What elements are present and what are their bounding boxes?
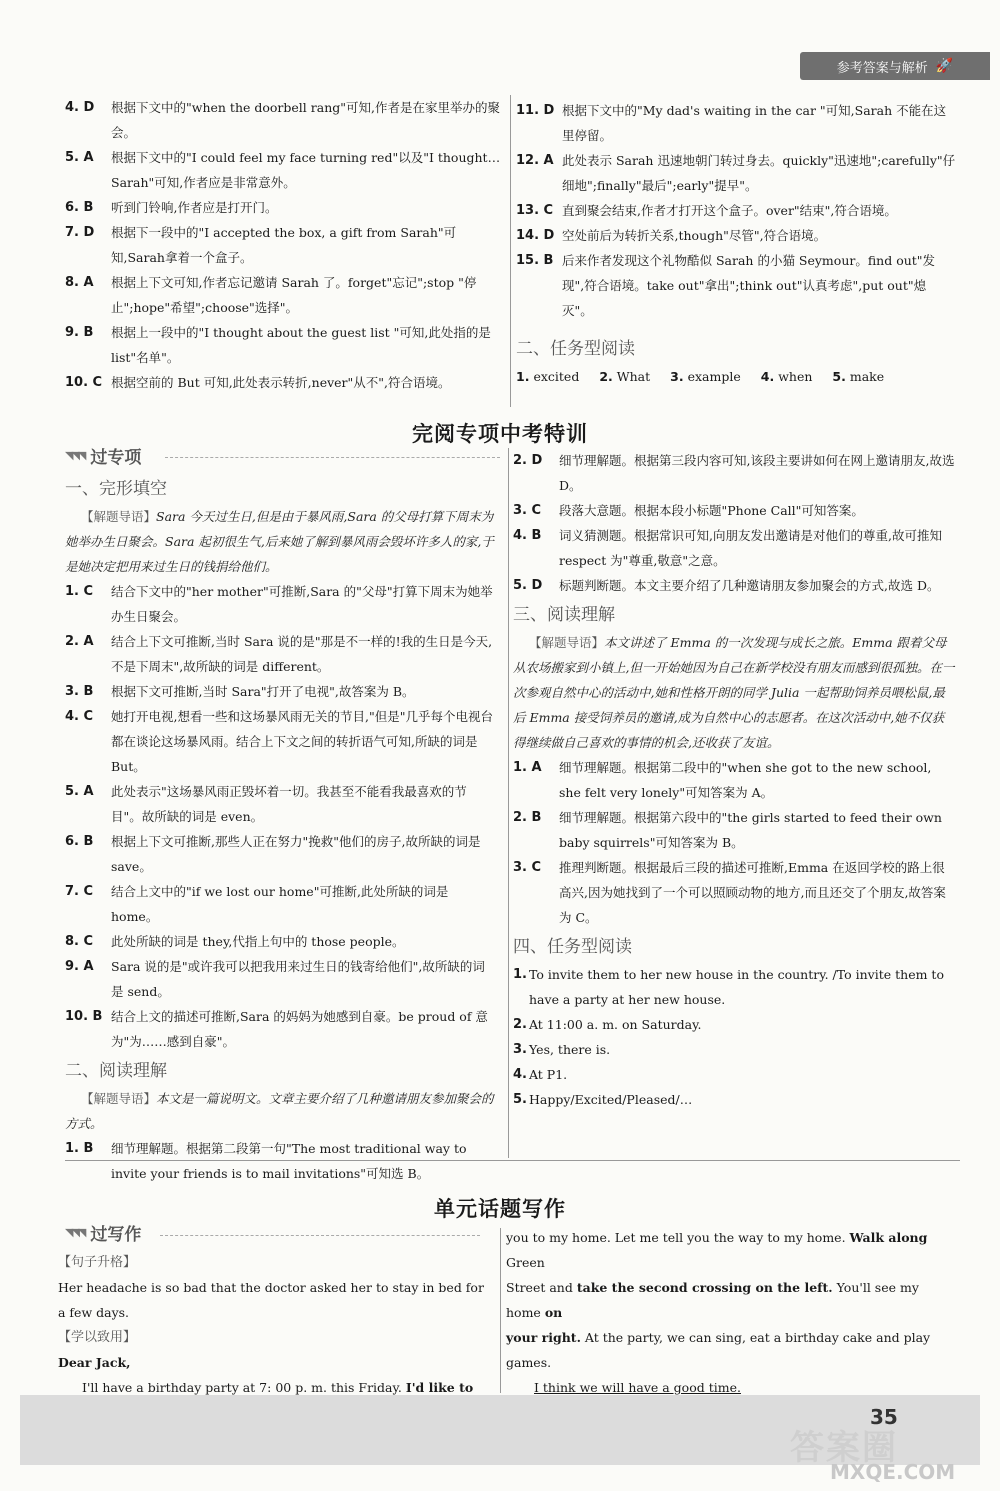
- answer-item: [516, 98, 956, 148]
- section-title: 一、完形填空: [65, 479, 167, 499]
- answer-explanation: 根据下文中的"I could feel my face turning red"以及"I thought…Sarah"可知,作者应是非常意外。: [111, 150, 501, 190]
- answer-item: [513, 523, 955, 573]
- section-banner: 单元话题写作: [434, 1197, 566, 1221]
- answer-explanation: 根据上下文可推断,那些人正在努力"挽救"他们的房子,故所缺的词是 save。: [111, 834, 481, 874]
- guide-paragraph: [513, 630, 955, 755]
- answer-explanation: 根据上一段中的"I thought about the guest list "可知,此处指的是list"名单"。: [111, 325, 491, 365]
- answer-explanation: 此处所缺的词是 they,代指上句中的 those people。: [111, 934, 405, 949]
- watermark-url: MXQE.COM: [830, 1460, 956, 1484]
- answer-explanation: 根据下文可推断,当时 Sara"打开了电视",故答案为 B。: [111, 684, 415, 699]
- guide-paragraph: [65, 1086, 497, 1136]
- answer-explanation: 结合上文的描述可推断,Sara 的妈妈为她感到自豪。be proud of 意为"为……感到自豪"。: [111, 1009, 488, 1049]
- answer-explanation: 结合下文中的"her mother"可推断,Sara 的"父母"打算下周末为她举办生日聚会。: [111, 584, 493, 624]
- arrow-icon: ◥◥◥: [65, 449, 85, 462]
- answer-item: [65, 704, 497, 779]
- answer-item: [516, 148, 956, 198]
- answer-number: 4.: [513, 1067, 527, 1082]
- answer-number: 5. A: [65, 784, 94, 799]
- short-answer: [761, 369, 823, 384]
- label-apply: 【学以致用】: [58, 1330, 137, 1345]
- column-divider: [500, 1228, 501, 1393]
- answer-item: [65, 370, 505, 395]
- answer-item: [65, 1004, 497, 1054]
- answer-item: [65, 320, 505, 370]
- guide-text: 本文是一篇说明文。文章主要介绍了几种邀请朋友参加聚会的方式。: [65, 1091, 494, 1131]
- answer-number: 2. A: [65, 634, 94, 649]
- watermark-logo: 答案圈: [790, 1428, 898, 1468]
- answer-item: [516, 198, 956, 223]
- answer-explanation: 结合上文中的"if we lost our home"可推断,此处所缺的词是 home。: [111, 884, 449, 924]
- answer-item: [65, 879, 497, 929]
- task-answer: [513, 1087, 955, 1112]
- answer-explanation: 直到聚会结束,作者才打开这个盒子。over"结束",符合语境。: [562, 203, 897, 218]
- letter-bold: I'd like to: [405, 1380, 474, 1395]
- answer-number: 8. C: [65, 934, 94, 949]
- header-title: 参考答案与解析: [836, 60, 928, 76]
- answer-item: [65, 779, 497, 829]
- answer-number: 12. A: [516, 153, 554, 168]
- answer-item: [513, 855, 955, 930]
- answer-explanation: 后来作者发现这个礼物酷似 Sarah 的小猫 Seymour。find out"发现",符合语境。take out"拿出";think out"认真考虑",put out"熄灭"。: [562, 253, 936, 318]
- column-divider: [510, 95, 511, 407]
- top-right-answers: [516, 98, 956, 323]
- short-answer: [516, 369, 589, 384]
- answer-number: 1.: [516, 369, 530, 384]
- answer-item: [65, 270, 505, 320]
- answer-number: 2.: [599, 369, 613, 384]
- answer-number: 14. D: [516, 228, 555, 243]
- letter-closing: I think we will have a good time.: [534, 1380, 741, 1395]
- answer-explanation: 她打开电视,想看一些和这场暴风雨无关的节目,"但是"几乎每个电视台都在谈论这场暴风雨。结合上下文之间的转折语气可知,所缺的词是 But。: [111, 709, 493, 774]
- answer-item: [65, 829, 497, 879]
- answer-item: [513, 755, 955, 805]
- answer-explanation: 听到门铃响,作者应是打开门。: [111, 200, 278, 215]
- answer-explanation: 空处前后为转折关系,though"尽管",符合语境。: [562, 228, 827, 243]
- answer-item: [65, 579, 497, 629]
- answer-text: To invite them to her new house in the country. /To invite them to have a party at her new house.: [529, 967, 944, 1007]
- answer-number: 5.: [513, 1092, 527, 1107]
- letter-text: Street and: [506, 1280, 573, 1295]
- answer-number: 15. B: [516, 253, 554, 268]
- answer-item: [65, 220, 505, 270]
- answer-item: [513, 573, 955, 598]
- answer-number: 1.: [513, 967, 527, 982]
- answer-item: [513, 498, 955, 523]
- answer-explanation: 根据下文中的"My dad's waiting in the car "可知,Sarah 不能在这里停留。: [562, 103, 947, 143]
- dashed-divider: [160, 1235, 480, 1236]
- answer-number: 2. B: [513, 810, 542, 825]
- section-title: 二、任务型阅读: [516, 339, 635, 359]
- answer-explanation: Sara 说的是"或许我可以把我用来过生日的钱寄给他们",故所缺的词是 send。: [111, 959, 485, 999]
- answer-number: 13. C: [516, 203, 554, 218]
- answer-number: 7. D: [65, 225, 95, 240]
- letter-bold: on: [544, 1305, 563, 1320]
- answer-item: [65, 629, 497, 679]
- answer-item: [65, 1136, 497, 1186]
- pass1-left-column: [65, 472, 497, 1186]
- answer-number: 6. B: [65, 200, 94, 215]
- answer-number: 5. D: [513, 578, 543, 593]
- answer-explanation: 细节理解题。根据第二段中的"when she got to the new school, she felt very lonely"可知答案为 A。: [559, 760, 932, 800]
- answer-explanation: 细节理解题。根据第二段第一句"The most traditional way to invite your friends is to mail invitations"可知选 B。: [111, 1141, 467, 1181]
- upgraded-sentence: Her headache is so bad that the doctor asked her to stay in bed for a few days.: [58, 1280, 484, 1320]
- answer-word: excited: [533, 369, 580, 384]
- letter-line: [506, 1325, 952, 1375]
- answer-number: 4. B: [513, 528, 542, 543]
- answer-explanation: 根据下文中的"when the doorbell rang"可知,作者是在家里举办的聚会。: [111, 100, 500, 140]
- answer-item: [65, 679, 497, 704]
- letter-line: [506, 1225, 952, 1275]
- answer-number: 3.: [670, 369, 684, 384]
- answer-word: when: [778, 369, 813, 384]
- answer-explanation: 细节理解题。根据第三段内容可知,该段主要讲如何在网上邀请朋友,故选 D。: [559, 453, 955, 493]
- letter-text: Green: [506, 1255, 545, 1270]
- answer-item: [65, 929, 497, 954]
- answer-item: [516, 223, 956, 248]
- section-banner: 完阅专项中考特训: [412, 422, 588, 446]
- answer-number: 3. B: [65, 684, 94, 699]
- answer-number: 4. C: [65, 709, 94, 724]
- answer-explanation: 结合上下文可推断,当时 Sara 说的是"那是不一样的!我的生日是今天,不是下周末",故所缺的词是 different。: [111, 634, 493, 674]
- letter-text: you to my home. Let me tell you the way to my home.: [506, 1230, 846, 1245]
- task-answer: [513, 1012, 955, 1037]
- answer-number: 1. A: [513, 760, 542, 775]
- answer-item: [65, 195, 505, 220]
- guide-paragraph: [65, 504, 497, 579]
- answer-explanation: 标题判断题。本文主要介绍了几种邀请朋友参加聚会的方式,故选 D。: [559, 578, 940, 593]
- short-answer: [670, 369, 751, 384]
- header-tab: [800, 52, 990, 80]
- column-divider: [508, 448, 509, 1158]
- answer-word: make: [849, 369, 885, 384]
- answer-number: 10. C: [65, 375, 103, 390]
- answer-item: [513, 805, 955, 855]
- letter-text: At the party, we can sing, eat a birthday cake and play games.: [506, 1330, 931, 1370]
- answer-explanation: 根据空前的 But 可知,此处表示转折,never"从不",符合语境。: [111, 375, 451, 390]
- answer-number: 8. A: [65, 275, 94, 290]
- answer-explanation: 段落大意题。根据本段小标题"Phone Call"可知答案。: [559, 503, 864, 518]
- guide-tag: 【解题导语】: [81, 509, 157, 524]
- letter-bold: take the second crossing on the left.: [576, 1280, 833, 1295]
- letter-bold: your right.: [506, 1330, 581, 1345]
- letter-line: [506, 1275, 952, 1325]
- answer-number: 6. B: [65, 834, 94, 849]
- guide-tag: 【解题导语】: [81, 1091, 157, 1106]
- top-left-answers: [65, 95, 505, 395]
- guide-text: 本文讲述了 Emma 的一次发现与成长之旅。Emma 跟着父母从农场搬家到小镇上,但一开始她因为自己在新学校没有朋友而感到很孤独。在一次参观自然中心的活动中,她和性格开朗的同学 Julia 一起帮助饲养员喂松鼠,最后 Emma 接受饲养员的邀请,成为自然中心的志愿者。在这次活动中,她不仅获得继续做自己喜欢的事情的机会,还收获了友谊。: [513, 635, 955, 750]
- answer-text: At P1.: [529, 1067, 568, 1082]
- answer-text: At 11:00 a. m. on Saturday.: [529, 1017, 702, 1032]
- answer-number: 2.: [513, 1017, 527, 1032]
- answer-item: [65, 95, 505, 145]
- top-task-reading: [516, 332, 956, 389]
- answer-explanation: 根据上下文可知,作者忘记邀请 Sarah 了。forget"忘记";stop "停止";hope"希望";choose"选择"。: [111, 275, 477, 315]
- answer-explanation: 此处表示 Sarah 迅速地朝门转过身去。quickly"迅速地";carefully"仔细地";finally"最后";early"提早"。: [562, 153, 956, 193]
- task-answer-list: [516, 364, 956, 389]
- answer-number: 3.: [513, 1042, 527, 1057]
- dashed-divider: [165, 457, 500, 458]
- pass-heading-label: 过写作: [90, 1225, 142, 1245]
- answer-number: 4. D: [65, 100, 95, 115]
- section-title: 三、阅读理解: [513, 605, 615, 625]
- answer-explanation: 推理判断题。根据最后三段的描述可推断,Emma 在返回学校的路上很高兴,因为她找到了一个可以照顾动物的地方,而且还交了个朋友,故答案为 C。: [559, 860, 946, 925]
- answer-number: 3. C: [513, 503, 542, 518]
- short-answer: [832, 369, 894, 384]
- horizontal-divider: [65, 1160, 960, 1161]
- letter-text: I'll have a birthday party at 7: 00 p. m. this Friday.: [82, 1380, 402, 1395]
- answer-number: 7. C: [65, 884, 94, 899]
- answer-number: 9. A: [65, 959, 94, 974]
- answer-number: 2. D: [513, 453, 543, 468]
- answer-number: 4.: [760, 369, 775, 384]
- answer-text: Yes, there is.: [529, 1042, 611, 1057]
- answer-item: [65, 145, 505, 195]
- answer-number: 9. B: [65, 325, 94, 340]
- answer-explanation: 此处表示"这场暴风雨正毁坏着一切。我甚至不能看我最喜欢的节目"。故所缺的词是 even。: [111, 784, 467, 824]
- pass-heading: [65, 443, 141, 468]
- answer-text: Happy/Excited/Pleased/…: [529, 1092, 693, 1107]
- answer-item: [513, 448, 955, 498]
- guide-text: Sara 今天过生日,但是由于暴风雨,Sara 的父母打算下周末为她举办生日聚会。Sara 起初很生气,后来她了解到暴风雨会毁坏许多人的家,于是她决定把用来过生日的钱捐给他们。: [65, 509, 494, 574]
- short-answer: [599, 369, 660, 384]
- pass1-right-column: [513, 448, 955, 1112]
- guide-tag: 【解题导语】: [529, 635, 605, 650]
- answer-number: 5.: [832, 369, 846, 384]
- answer-number: 1. B: [65, 1141, 94, 1156]
- label-sentence-upgrade: 【句子升格】: [58, 1255, 137, 1270]
- letter-greeting: Dear Jack,: [58, 1355, 131, 1370]
- letter-text: You'll see my home: [506, 1280, 919, 1320]
- answer-number: 5. A: [65, 150, 94, 165]
- answer-word: What: [616, 369, 651, 384]
- task-answer: [513, 962, 955, 1012]
- answer-number: 1. C: [65, 584, 94, 599]
- pass-heading: [65, 1220, 141, 1245]
- page-number: 35: [870, 1405, 898, 1429]
- rocket-icon: 🚀: [935, 58, 954, 74]
- arrow-icon: ◥◥◥: [65, 1226, 85, 1239]
- section-title: 四、任务型阅读: [513, 937, 632, 957]
- pass-heading-label: 过专项: [90, 448, 142, 468]
- task-answer: [513, 1062, 955, 1087]
- answer-number: 3. C: [513, 860, 542, 875]
- answer-explanation: 细节理解题。根据第六段中的"the girls started to feed their own baby squirrels"可知答案为 B。: [559, 810, 942, 850]
- answer-number: 10. B: [65, 1009, 103, 1024]
- answer-word: example: [687, 369, 741, 384]
- answer-item: [516, 248, 956, 323]
- answer-explanation: 词义猜测题。根据常识可知,向朋友发出邀请是对他们的尊重,故可推知 respect 为"尊重,敬意"之意。: [559, 528, 942, 568]
- answer-item: [65, 954, 497, 1004]
- section-title: 二、阅读理解: [65, 1061, 167, 1081]
- answer-explanation: 根据下一段中的"I accepted the box, a gift from Sarah"可知,Sarah拿着一个盒子。: [111, 225, 457, 265]
- answer-number: 11. D: [516, 103, 555, 118]
- task-answer: [513, 1037, 955, 1062]
- letter-bold: Walk along: [849, 1230, 928, 1245]
